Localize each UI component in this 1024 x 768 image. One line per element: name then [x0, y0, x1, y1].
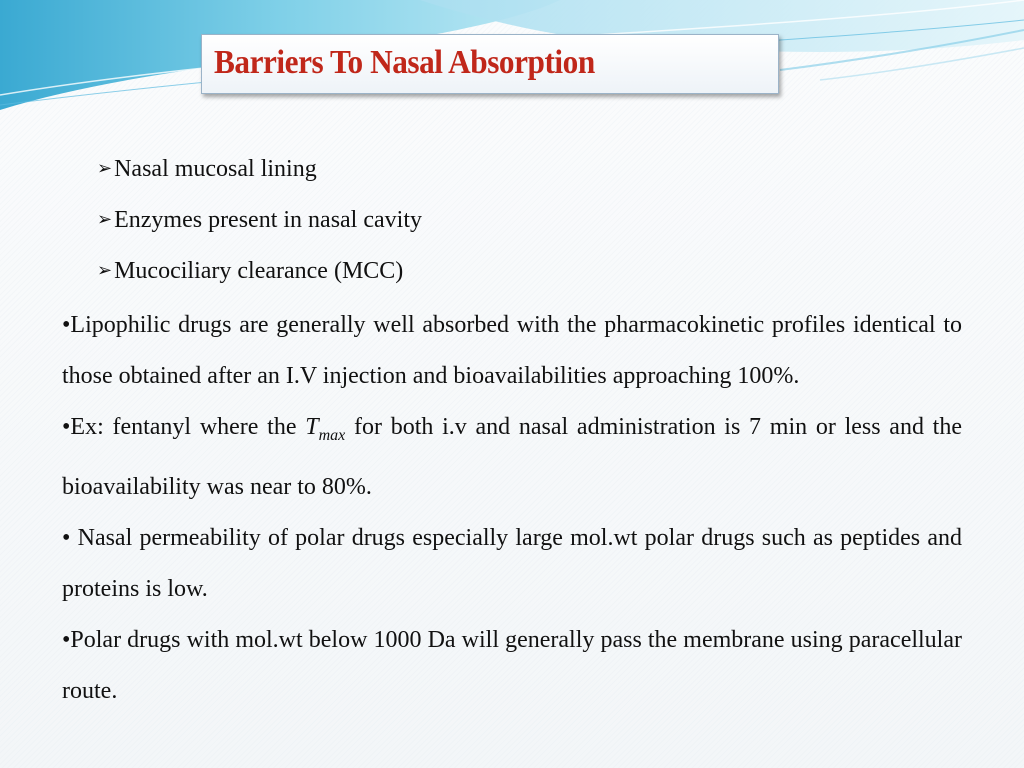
- arrow-bullet-icon: ➢: [97, 260, 113, 281]
- paragraph-lipophilic: •Lipophilic drugs are generally well absorbed with the pharmacokinetic profiles identical to those obtained after an I.V injection and bioavailabilities approaching 100%.: [62, 312, 962, 390]
- barrier-text: Mucociliary clearance (MCC): [114, 258, 404, 284]
- barrier-text: Nasal mucosal lining: [114, 156, 317, 182]
- paragraph-fentanyl: [62, 402, 962, 512]
- arrow-bullet-icon: ➢: [97, 209, 113, 230]
- fentanyl-text-before: •Ex: fentanyl where the: [62, 414, 306, 441]
- fentanyl-text-after: for both i.v and nasal administration is 7 min or less and the bioavailability was near to 80%.: [62, 414, 963, 500]
- barrier-text: Enzymes present in nasal cavity: [114, 207, 422, 233]
- slide-title: Barriers To Nasal Absorption: [214, 44, 595, 81]
- paragraph-polar-permeability: • Nasal permeability of polar drugs especially large mol.wt polar drugs such as peptides and proteins is low.: [62, 524, 962, 603]
- arrow-bullet-icon: ➢: [97, 158, 113, 179]
- barrier-item: [97, 144, 422, 195]
- title-box: [201, 34, 779, 94]
- paragraph-paracellular: •Polar drugs with mol.wt below 1000 Da will generally pass the membrane using paracellular route.: [62, 627, 962, 705]
- barrier-item: [97, 195, 422, 246]
- barrier-item: [97, 246, 422, 297]
- tmax-symbol: T: [305, 414, 319, 441]
- tmax-subscript: max: [318, 427, 346, 445]
- barrier-list: [97, 144, 422, 297]
- body-text: [62, 300, 962, 718]
